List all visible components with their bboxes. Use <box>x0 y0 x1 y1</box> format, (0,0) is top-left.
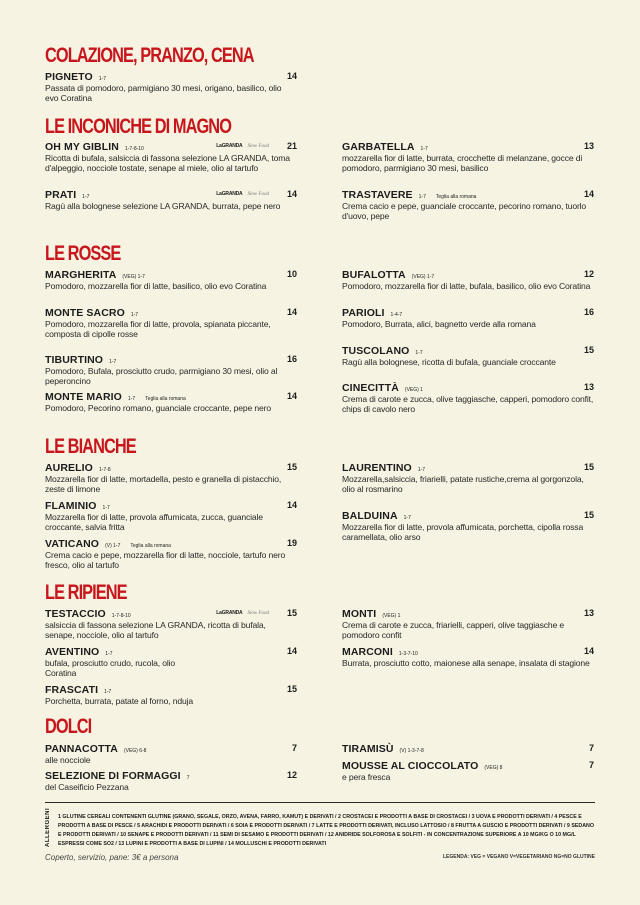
item-description: Mozzarella,salsiccia, friarielli, patate rustiche,crema al gorgonzola, olio al rosmarino <box>342 474 584 495</box>
item-price: 13 <box>583 608 594 618</box>
item-price: 7 <box>291 743 297 753</box>
item-name: AURELIO <box>45 462 93 474</box>
item-description: bufala, prosciutto crudo, rucola, olio Coratina <box>45 658 175 679</box>
item-description: Pomodoro, Pecorino romano, guanciale croccante, pepe nero <box>45 403 272 413</box>
item-description: alle nocciole <box>45 755 91 765</box>
menu-item <box>45 770 297 792</box>
menu-item <box>45 71 297 104</box>
item-description: Mozzarella fior di latte, mortadella, pesto e granella di pistacchio, zeste di limone <box>45 474 282 495</box>
menu-item <box>45 354 297 387</box>
item-price: 7 <box>588 760 594 770</box>
item-allergens: 1-3-7-10 <box>398 651 418 657</box>
menu-item <box>342 269 594 291</box>
item-name: TIRAMISÙ <box>342 743 394 755</box>
item-allergens: 1-7 <box>109 359 117 365</box>
item-description: Pomodoro, Burrata, alici, bagnetto verde alla romana <box>342 319 536 329</box>
item-name: SELEZIONE DI FORMAGGI <box>45 770 181 782</box>
menu-item <box>45 391 297 413</box>
item-description: Mozzarella fior di latte, provola affumicata, porchetta, cipolla rossa caramellata, olio arso <box>342 522 584 543</box>
item-price: 14 <box>286 307 297 317</box>
item-description: Crema cacio e pepe, mozzarella fior di latte, nocciole, tartufo nero fresco, olio al tartufo <box>45 550 286 571</box>
item-allergens: 1-7-8-10 <box>111 613 131 619</box>
item-price: 14 <box>583 646 594 656</box>
menu-item <box>342 608 594 641</box>
menu-item <box>45 307 297 340</box>
item-description: Ricotta di bufala, salsiccia di fassona selezione LA GRANDA, toma d'alpeggio, nocciole tostate, senape al miele, olio al tartufo <box>45 153 290 174</box>
menu-item <box>342 760 594 782</box>
la-granda-slow-food-badge <box>216 610 269 616</box>
item-price: 14 <box>286 500 297 510</box>
section-title-rosse: LE ROSSE <box>45 242 121 265</box>
item-name: TRASTAVERE <box>342 189 413 201</box>
item-name: TESTACCIO <box>45 608 106 620</box>
menu-item <box>342 345 594 367</box>
la-granda-logo: LaGRANDA <box>216 610 243 616</box>
item-allergens: 1-7 <box>98 76 106 82</box>
item-name: PANNACOTTA <box>45 743 118 755</box>
item-description: Burrata, prosciutto cotto, maionese alla senape, insalata di stagione <box>342 658 590 668</box>
item-description: Pomodoro, mozzarella fior di latte, basilico, olio evo Coratina <box>45 281 267 291</box>
item-allergens: (VEG) 1-7 <box>411 274 435 280</box>
item-price: 13 <box>583 141 594 151</box>
menu-item <box>342 382 594 415</box>
item-name: CINECITTÀ <box>342 382 399 394</box>
slow-food-logo: Slow Food <box>247 611 269 616</box>
item-description: Passata di pomodoro, parmigiano 30 mesi, origano, basilico, olio evo Coratina <box>45 83 282 104</box>
item-description: Pomodoro, Bufala, prosciutto crudo, parmigiano 30 mesi, olio al peperoncino <box>45 366 278 387</box>
item-name: FLAMINIO <box>45 500 97 512</box>
item-description: e pera fresca <box>342 772 391 782</box>
item-name: MARCONI <box>342 646 393 658</box>
footer-divider <box>45 802 595 803</box>
item-description: Ragù alla bolognese, ricotta di bufala, guanciale croccante <box>342 357 556 367</box>
item-description: Crema di carote e zucca, friarielli, capperi, olive taggiasche e pomodoro confit <box>342 620 565 641</box>
item-description: salsiccia di fassona selezione LA GRANDA, ricotta di bufala, senape, nocciole, olio al tartufo <box>45 620 266 641</box>
menu-item <box>45 500 297 533</box>
item-tag: Teglia alla romana <box>435 194 477 200</box>
item-price: 14 <box>286 391 297 401</box>
item-name: AVENTINO <box>45 646 100 658</box>
item-price: 7 <box>588 743 594 753</box>
item-price: 12 <box>583 269 594 279</box>
item-allergens: 1-7 <box>418 194 426 200</box>
item-name: MONTE SACRO <box>45 307 125 319</box>
item-allergens: 1-7 <box>104 689 112 695</box>
item-allergens: (VEG) 1 <box>382 613 401 619</box>
item-name: BUFALOTTA <box>342 269 406 281</box>
item-description: Crema cacio e pepe, guanciale croccante, pecorino romano, tuorlo d'uovo, pepe <box>342 201 587 222</box>
menu-item <box>45 189 297 211</box>
item-allergens: 1-7 <box>415 350 423 356</box>
menu-item <box>45 269 297 291</box>
item-price: 15 <box>583 345 594 355</box>
item-name: PRATI <box>45 189 77 201</box>
cover-charge-note: Coperto, servizio, pane: 3€ a persona <box>45 853 179 862</box>
item-price: 16 <box>583 307 594 317</box>
item-allergens: 1-7 <box>82 194 90 200</box>
item-tag: Teglia alla romana <box>145 396 186 402</box>
item-description: Pomodoro, mozzarella fior di latte, provola, spianata piccante, composta di cipolle rosse <box>45 319 271 340</box>
menu-item <box>45 608 297 641</box>
menu-item <box>342 743 594 755</box>
allergen-list: 1 GLUTINE CEREALI CONTENENTI GLUTINE (GRANO, SEGALE, ORZO, AVENA, FARRO, KAMUT) E DERIVATI / 2 CROSTACEI E PRODOTTI A BASE DI CROSTACEI / 3 UOVA E PRODOTTI DERIVATI / 4 PESCE E PRODOTTI A BASE DI PESCE / 5 ARACHIDI E PRODOTTI DERIVATI / 6 SOIA E PRODOTTI DERIVATI / 7 LATTE E PRODOTTI DERIVATI, INCLUSO LATTOSIO / 8 FRUTTA A GUSCIO E PRODOTTI DERIVATI / 9 SEDANO E PRODOTTI DERIVATI / 10 SENAPE E PRODOTTI DERIVATI / 11 SEMI DI SESAMO E PRODOTTI DERIVATI / 12 ANIDRIDE SOLFOROSA E SOLFITI - IN CONCENTRAZIONE SUPERIORE A 10 MG/KG O 10 MG/L ESPRESSI COME SO2 / 13 LUPINI E PRODOTTI A BASE DI LUPINI / 14 MOLLUSCHI E PRODOTTI DERIVATI <box>58 814 594 847</box>
la-granda-logo: LaGRANDA <box>216 191 243 197</box>
item-name: OH MY GIBLIN <box>45 141 119 153</box>
item-allergens: 1-7 <box>417 467 426 473</box>
item-description: Porchetta, burrata, patate al forno, nduja <box>45 696 194 706</box>
item-name: PARIOLI <box>342 307 385 319</box>
item-description: Crema di carote e zucca, olive taggiasche, capperi, pomodoro confit, chips di cavolo nero <box>342 394 594 415</box>
item-allergens: 1-7 <box>102 505 110 511</box>
la-granda-slow-food-badge <box>216 143 269 149</box>
item-price: 15 <box>583 510 594 520</box>
item-name: MOUSSE AL CIOCCOLATO <box>342 760 479 772</box>
item-price: 16 <box>286 354 297 364</box>
item-allergens: (V) 1-3-7-8 <box>399 748 424 754</box>
item-allergens: (VEG) 8 <box>484 765 503 771</box>
item-price: 15 <box>583 462 594 472</box>
item-allergens: 1-7 <box>130 312 139 318</box>
allergen-label: ALLERGENI <box>45 807 51 847</box>
item-allergens: 1-4-7 <box>390 312 403 318</box>
menu-item <box>342 307 594 329</box>
item-allergens: 1-7 <box>420 146 428 152</box>
la-granda-logo: LaGRANDA <box>216 143 243 149</box>
item-allergens: 7 <box>186 775 190 781</box>
item-allergens: 1-7-8-10 <box>124 146 144 152</box>
menu-item <box>45 462 297 495</box>
item-name: FRASCATI <box>45 684 99 696</box>
item-name: TIBURTINO <box>45 354 104 366</box>
slow-food-logo: Slow Food <box>247 144 269 149</box>
item-allergens: (VEG) 1-7 <box>122 274 145 280</box>
item-price: 13 <box>583 382 594 392</box>
item-allergens: (VEG) 1 <box>404 387 423 393</box>
item-price: 12 <box>286 770 297 780</box>
item-price: 15 <box>286 462 297 472</box>
section-title-colazione: COLAZIONE, PRANZO, CENA <box>45 44 254 67</box>
item-name: MONTI <box>342 608 377 620</box>
section-title-bianche: LE BIANCHE <box>45 435 136 458</box>
item-allergens: (VEG) 6-8 <box>123 748 147 754</box>
item-allergens: 1-7 <box>403 515 411 521</box>
item-description: Ragù alla bolognese selezione LA GRANDA, burrata, pepe nero <box>45 201 281 211</box>
item-tag: Teglia alla romana <box>130 543 171 549</box>
menu-item <box>45 743 297 765</box>
item-name: GARBATELLA <box>342 141 415 153</box>
item-price: 14 <box>286 71 297 81</box>
menu-item <box>45 684 297 706</box>
item-price: 21 <box>286 141 297 151</box>
section-title-iconiche: LE INCONICHE DI MAGNO <box>45 115 232 138</box>
item-name: VATICANO <box>45 538 100 550</box>
item-price: 14 <box>583 189 594 199</box>
item-allergens: 1-7-8 <box>98 467 111 473</box>
item-description: mozzarella fior di latte, burrata, crocchette di melanzane, gocce di pomodoro, parmigiano 30 mesi, basilico <box>342 153 583 174</box>
menu-item <box>45 646 297 679</box>
menu-item <box>342 189 594 222</box>
menu-item <box>45 538 297 571</box>
item-allergens: 1-7 <box>105 651 113 657</box>
la-granda-slow-food-badge <box>216 191 269 197</box>
item-price: 14 <box>286 189 297 199</box>
section-title-dolci: DOLCI <box>45 715 92 738</box>
item-price: 14 <box>286 646 297 656</box>
item-name: PIGNETO <box>45 71 93 83</box>
menu-item <box>342 510 594 543</box>
item-description: Mozzarella fior di latte, provola affumicata, zucca, guanciale croccante, salvia fritta <box>45 512 263 533</box>
item-price: 15 <box>286 608 297 618</box>
item-allergens: (V) 1-7 <box>105 543 121 549</box>
item-price: 10 <box>286 269 297 279</box>
item-name: LAURENTINO <box>342 462 412 474</box>
menu-item <box>342 141 594 174</box>
item-name: MARGHERITA <box>45 269 117 281</box>
item-name: BALDUINA <box>342 510 398 522</box>
slow-food-logo: Slow Food <box>247 192 269 197</box>
item-description: del Caseificio Pezzana <box>45 782 129 792</box>
item-name: MONTE MARIO <box>45 391 122 403</box>
menu-item <box>45 141 297 174</box>
item-price: 15 <box>286 684 297 694</box>
legend: LEGENDA: VEG = VEGANO V=VEGETARIANO NG=NO GLUTINE <box>442 854 595 860</box>
item-name: TUSCOLANO <box>342 345 410 357</box>
menu-item <box>342 462 594 495</box>
item-description: Pomodoro, mozzarella fior di latte, bufala, basilico, olio evo Coratina <box>342 281 591 291</box>
item-price: 19 <box>286 538 297 548</box>
item-allergens: 1-7 <box>127 396 136 402</box>
section-title-ripiene: LE RIPIENE <box>45 581 127 604</box>
menu-item <box>342 646 594 668</box>
